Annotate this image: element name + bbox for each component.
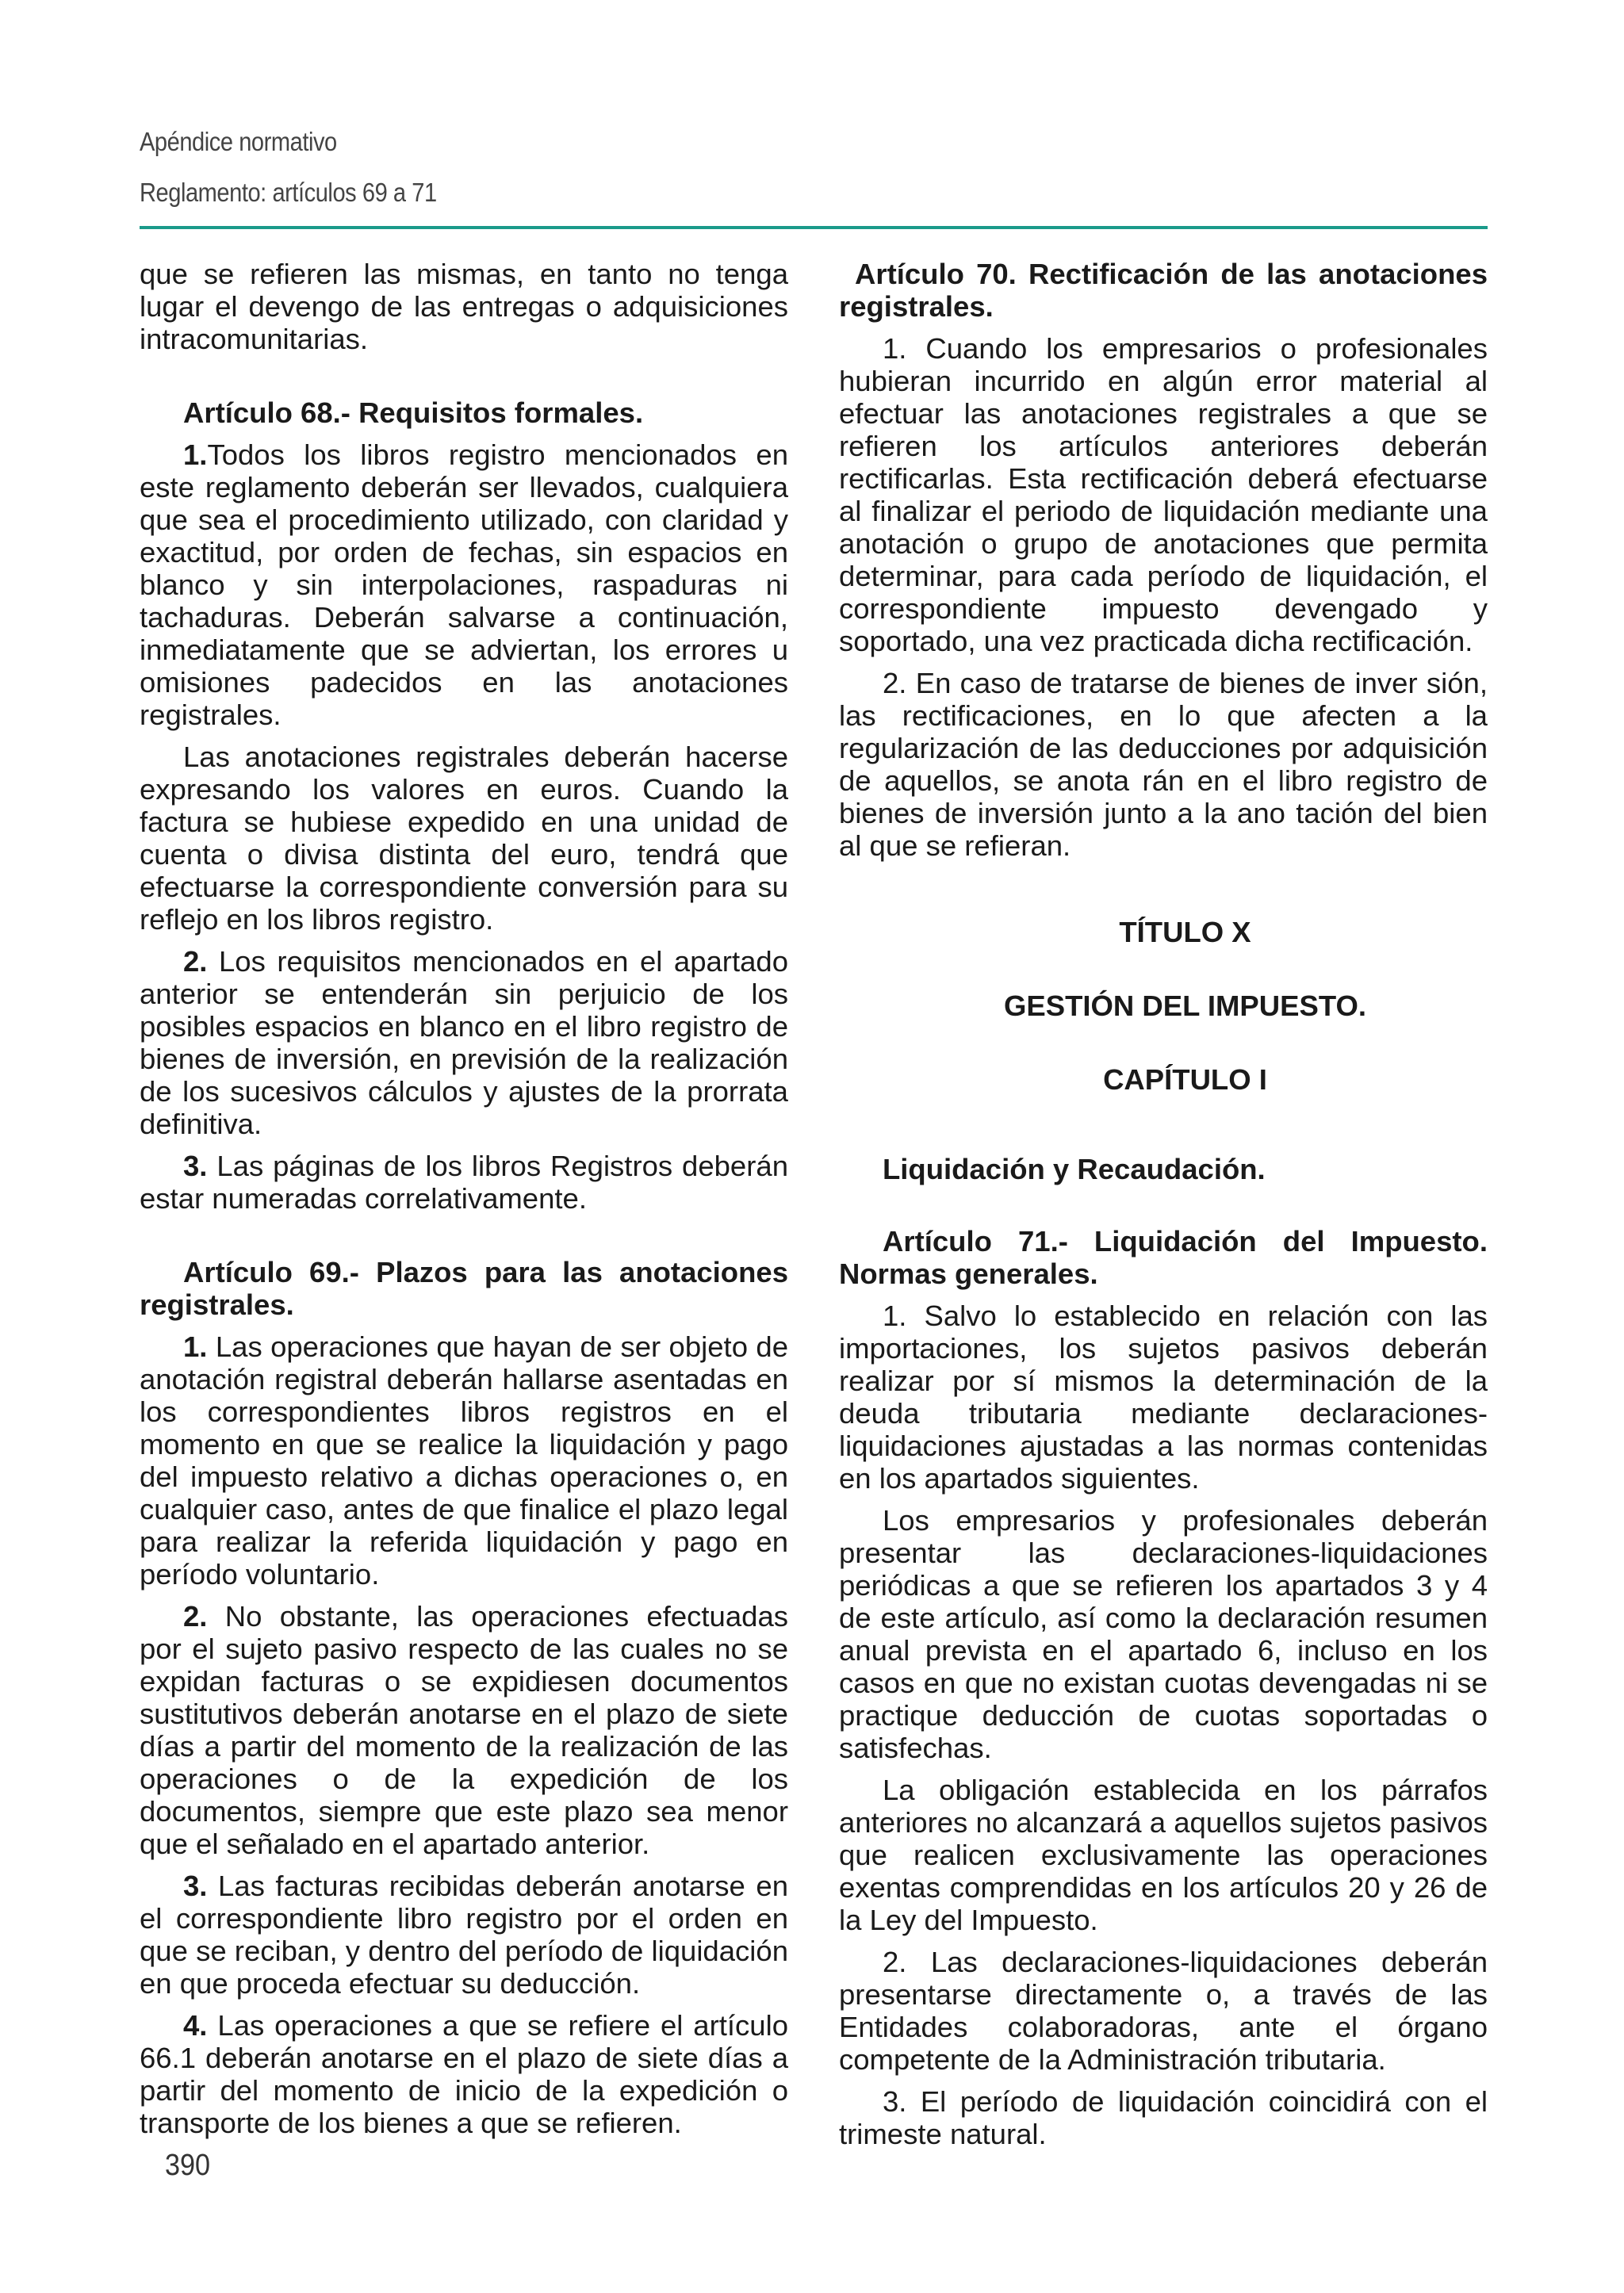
article-71-title: Artículo 71.- Liquidación del Impuesto. Normas generales. — [839, 1225, 1488, 1290]
paragraph: 1. Cuando los empresarios o profesionales hubieran incurrido en algún error material al efectuar las anotaciones registrales a que se refieren los artículos anteriores deberán rectificarlas. Esta rectificación deberá efectuarse al finalizar el periodo de liquidación mediante una anotación o grupo de anotaciones que permita determinar, para cada período de liquidación, el correspondiente impuesto devengado y soportado, una vez practicada dicha rectificación. — [839, 332, 1488, 657]
gestion-heading: GESTIÓN DEL IMPUESTO. — [1004, 990, 1366, 1022]
paragraph: 3. Las facturas recibidas deberán anotarse en el correspondiente libro registro por el orden en que se reciban, y dentro del período de liquidación en que proceda efectuar su deducción. — [140, 1870, 788, 2000]
page-number: 390 — [165, 2149, 211, 2182]
left-column — [140, 258, 788, 2149]
running-header — [140, 127, 1488, 208]
header-divider — [140, 226, 1488, 229]
capitulo-heading: CAPÍTULO I — [1103, 1063, 1267, 1096]
article-68-title: Artículo 68.- Requisitos formales. — [183, 396, 644, 429]
paragraph: que se refieren las mismas, en tanto no tenga lugar el devengo de las entregas o adquisiciones intracomunitarias. — [140, 258, 788, 355]
header-subsection: Reglamento: artículos 69 a 71 — [140, 178, 437, 207]
paragraph: Los empresarios y profesionales deberán presentar las declaraciones-liquidaciones periódicas a que se refieren los apartados 3 y 4 de este artículo, así como la declaración resumen anual prevista en el apartado 6, incluso en los casos en que no existan cuotas devengadas ni se practique deducción de cuotas soportadas o satisfechas. — [839, 1504, 1488, 1764]
item-number: 4. — [183, 2009, 208, 2042]
titulo-heading: TÍTULO X — [1119, 916, 1251, 948]
item-number: 3. — [183, 1150, 208, 1182]
paragraph: 2. Los requisitos mencionados en el apartado anterior se entenderán sin perjuicio de los posibles espacios en blanco en el libro registro de bienes de inversión, en previsión de la realización de los sucesivos cálculos y ajustes de la prorrata definitiva. — [140, 945, 788, 1140]
paragraph: 1. Las operaciones que hayan de ser objeto de anotación registral deberán hallarse asentadas en los correspondientes libros registros en el momento en que se realice la liquidación y pago del impuesto relativo a dichas operaciones o, en cualquier caso, antes de que finalice el plazo legal para realizar la referida liquidación y pago en período voluntario. — [140, 1330, 788, 1591]
paragraph: 2. No obstante, las operaciones efectuadas por el sujeto pasivo respecto de las cuales no se expidan facturas o se expidiesen documentos sustitutivos deberán anotarse en el plazo de siete días a partir del momento de la realización de las operaciones o de la expedición de los documentos, siempre que este plazo sea menor que el señalado en el apartado anterior. — [140, 1600, 788, 1860]
article-70-title: Artículo 70. Rectificación de las anotaciones registrales. — [839, 258, 1488, 323]
paragraph: Las anotaciones registrales deberán hacerse expresando los valores en euros. Cuando la factura se hubiese expedido en una unidad de cuenta o divisa distinta del euro, tendrá que efectuarse la correspondiente conversión para su reflejo en los libros registro. — [140, 741, 788, 936]
item-number: 2. — [183, 945, 208, 978]
paragraph: 1. Salvo lo establecido en relación con las importaciones, los sujetos pasivos deberán realizar por sí mismos la determinación de la deuda tributaria mediante declaraciones-liquidaciones ajustadas a las normas contenidas en los apartados siguientes. — [839, 1300, 1488, 1495]
item-number: 1. — [183, 1330, 208, 1363]
section-heading: Liquidación y Recaudación. — [883, 1153, 1266, 1185]
item-number: 3. — [183, 1870, 208, 1902]
paragraph: La obligación establecida en los párrafos anteriores no alcanzará a aquellos sujetos pasivos que realicen exclusivamente las operaciones exentas comprendidas en los artículos 20 y 26 de la Ley del Impuesto. — [839, 1774, 1488, 1936]
item-number: 2. — [183, 1600, 208, 1633]
paragraph: 3. Las páginas de los libros Registros deberán estar numeradas correlativamente. — [140, 1150, 788, 1215]
paragraph: 1.Todos los libros registro mencionados en este reglamento deberán ser llevados, cualquiera que sea el procedimiento utilizado, con claridad y exactitud, por orden de fechas, sin espacios en blanco y sin interpolaciones, raspaduras ni tachaduras. Deberán salvarse a continuación, inmediatamente que se adviertan, los errores u omisiones padecidos en las anotaciones registrales. — [140, 438, 788, 731]
article-69-title: Artículo 69.- Plazos para las anotaciones registrales. — [140, 1256, 788, 1321]
item-number: 1. — [183, 438, 208, 471]
right-column — [839, 258, 1488, 2160]
header-section: Apéndice normativo — [140, 127, 337, 156]
paragraph: 4. Las operaciones a que se refiere el artículo 66.1 deberán anotarse en el plazo de siete días a partir del momento de inicio de la expedición o transporte de los bienes a que se refieren. — [140, 2009, 788, 2139]
paragraph: 3. El período de liquidación coincidirá con el trimeste natural. — [839, 2085, 1488, 2150]
paragraph: 2. Las declaraciones-liquidaciones deberán presentarse directamente o, a través de las Entidades colaboradoras, ante el órgano competente de la Administración tributaria. — [839, 1946, 1488, 2076]
paragraph: 2. En caso de tratarse de bienes de inver sión, las rectificaciones, en lo que afecten a la regularización de las deducciones por adquisición de aquellos, se anota rán en el libro registro de bienes de inversión junto a la ano tación del bien al que se refieran. — [839, 667, 1488, 862]
